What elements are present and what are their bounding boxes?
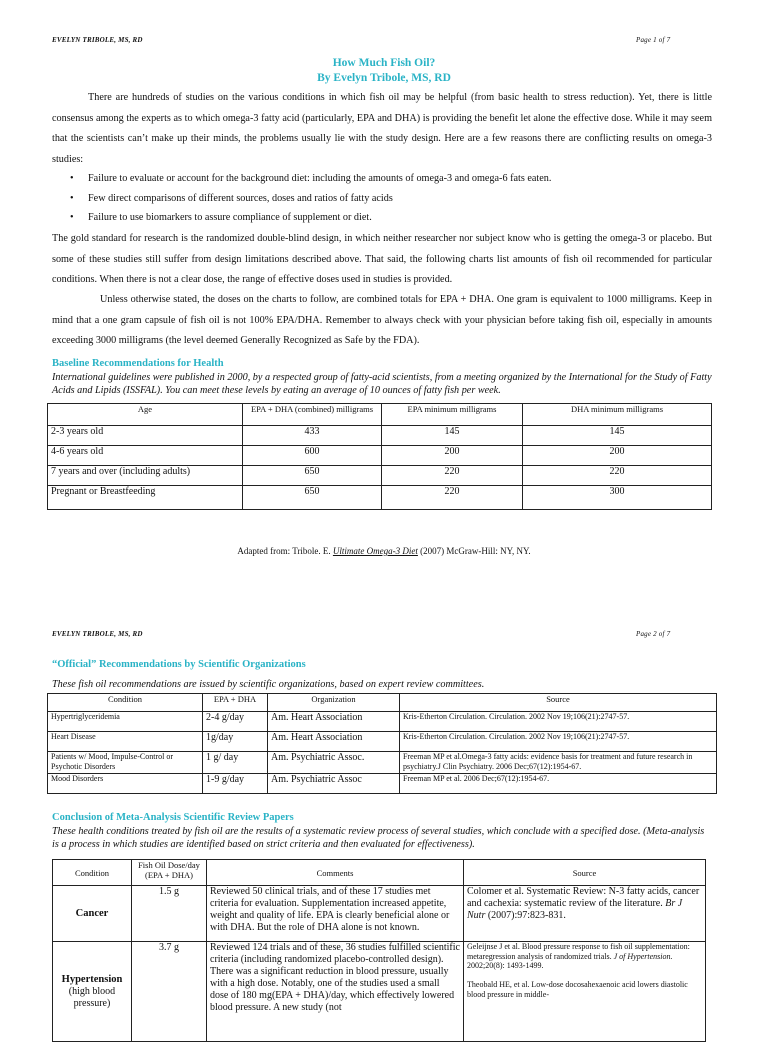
table-cell: Pregnant or Breastfeeding — [48, 486, 243, 510]
table-cell: 1-9 g/day — [203, 774, 268, 794]
list-item: • Failure to use biomarkers to assure compliance of supplement or diet. — [70, 208, 710, 228]
table-row — [48, 774, 717, 794]
adapted-from-citation — [0, 546, 768, 556]
column-header: EPA + DHA — [203, 694, 268, 712]
table-cell: 1 g/ day — [203, 752, 268, 774]
list-item: • Few direct comparisons of different sources, doses and ratios of fatty acids — [70, 189, 710, 209]
official-heading: “Official” Recommendations by Scientific Organizations — [52, 659, 306, 670]
table-row — [48, 732, 717, 752]
table-cell: Mood Disorders — [48, 774, 203, 794]
table-cell: Am. Psychiatric Assoc. — [268, 752, 400, 774]
source-text: Geleijnse J et al. Blood pressure response to fish oil supplementation: metaregression analysis of randomized trials. — [467, 942, 690, 961]
table-cell: Reviewed 50 clinical trials, and of these 17 studies met criteria for evaluation. Supplementation increased appetite, weight and quality of life. EPA is clearly beneficial alone or with DHA. But the role of DHA alone is not known. — [207, 886, 464, 942]
table-cell — [464, 886, 706, 942]
gold-standard-paragraph: The gold standard for research is the randomized double-blind design, in which neither researcher nor subject know who is getting the omega-3 or placebo. But some of these studies still suffer from design limitations described above. That said, the following charts list amounts of fish oil recommended for particular conditions. When there is not a clear dose, the range of effective doses used in studies is provided. — [52, 233, 712, 285]
table-cell: 600 — [243, 446, 382, 466]
baseline-table — [47, 403, 712, 510]
table-cell: 220 — [382, 466, 523, 486]
column-header: Condition — [48, 694, 203, 712]
citation-suffix: (2007) McGraw-Hill: NY, NY. — [420, 546, 531, 556]
table-cell: 433 — [243, 426, 382, 446]
column-header: Condition — [53, 860, 132, 886]
column-header: Comments — [207, 860, 464, 886]
source-journal: Br J Nutr — [467, 898, 683, 921]
table-cell: Kris-Etherton Circulation. Circulation. 2002 Nov 19;106(21):2747-57. — [400, 712, 717, 732]
table-cell: 650 — [243, 486, 382, 510]
table-cell: Am. Heart Association — [268, 732, 400, 752]
table-cell: 4-6 years old — [48, 446, 243, 466]
table-cell: Heart Disease — [48, 732, 203, 752]
condition-subtitle: (high blood pressure) — [68, 985, 116, 1009]
table-cell: 200 — [382, 446, 523, 466]
column-header: Source — [464, 860, 706, 886]
source-journal: J of Hypertension. — [613, 951, 673, 961]
source-tail: 2002;20(8): 1493-1499. — [467, 961, 544, 970]
citation-book-title: Ultimate Omega-3 Diet — [332, 546, 418, 556]
table-cell: 1g/day — [203, 732, 268, 752]
table-cell: Kris-Etherton Circulation. Circulation. 2002 Nov 19;106(21):2747-57. — [400, 732, 717, 752]
table-cell: 145 — [523, 426, 712, 446]
table-cell: 145 — [382, 426, 523, 446]
column-header: Organization — [268, 694, 400, 712]
table-row — [48, 486, 712, 510]
doses-note-paragraph: Unless otherwise stated, the doses on the charts to follow, are combined totals for EPA + DHA. One gram is equivalent to 1000 milligrams. Keep in mind that a one gram capsule of fish oil is not 100% EPA/DHA. Remember to always check with your physician before taking fish oil, especially in amounts exceeding 3000 milligrams (the level deemed Generally Recognized as Safe by the FDA). — [52, 294, 712, 346]
table-cell: Cancer — [53, 886, 132, 942]
table-cell: Patients w/ Mood, Impulse-Control or Psychotic Disorders — [48, 752, 203, 774]
table-cell: 3.7 g — [132, 942, 207, 1042]
table-cell: Am. Psychiatric Assoc — [268, 774, 400, 794]
table-cell: Freeman MP et al. 2006 Dec;67(12):1954-67. — [400, 774, 717, 794]
table-cell: 2-4 g/day — [203, 712, 268, 732]
page-number: Page 1 of 7 — [636, 36, 671, 44]
table-cell: Am. Heart Association — [268, 712, 400, 732]
table-cell: 7 years and over (including adults) — [48, 466, 243, 486]
column-header: Source — [400, 694, 717, 712]
column-header: EPA + DHA (combined) milligrams — [243, 404, 382, 426]
table-cell: 300 — [523, 486, 712, 510]
document-title: How Much Fish Oil? — [332, 57, 436, 69]
table-cell — [464, 942, 706, 1042]
document-byline: By Evelyn Tribole, MS, RD — [317, 72, 451, 84]
page-number: Page 2 of 7 — [636, 630, 671, 638]
column-header: EPA minimum milligrams — [382, 404, 523, 426]
table-row — [48, 466, 712, 486]
table-cell: 220 — [523, 466, 712, 486]
meta-analysis-table — [52, 859, 706, 1042]
table-cell: Hypertriglyceridemia — [48, 712, 203, 732]
table-row — [48, 426, 712, 446]
intro-paragraph: There are hundreds of studies on the various conditions in which fish oil may be helpful (from basic health to stress reduction). Yet, there is little consensus among the experts as to which omega-3 fatty acid (particularly, EPA and DHA) is providing the benefit let alone the effective dose. While it may seem that the scientists can’t make up their minds, the problems usually lie with the study design. Here are a few reasons there are conflicting results on omega-3 studies: — [52, 92, 712, 165]
table-cell: 2-3 years old — [48, 426, 243, 446]
meta-analysis-description: These health conditions treated by fish oil are the results of a systematic review process of several studies, which conclude with a specified dose. (Meta-analysis is a process in which studies are identified based on strict criteria and then evaluated for effectiveness). — [52, 826, 705, 850]
table-row — [48, 712, 717, 732]
condition-name: Hypertension — [61, 973, 123, 985]
meta-analysis-heading: Conclusion of Meta-Analysis Scientific Review Papers — [52, 812, 294, 823]
table-cell — [53, 942, 132, 1042]
table-row — [48, 446, 712, 466]
source-tail: (2007):97:823-831. — [487, 910, 566, 921]
running-header-author: EVELYN TRIBOLE, MS, RD — [52, 630, 143, 638]
table-row — [53, 886, 706, 942]
reasons-list — [70, 169, 710, 228]
official-description: These fish oil recommendations are issued by scientific organizations, based on expert review committees. — [52, 679, 485, 690]
source-text: Colomer et al. Systematic Review: N-3 fatty acids, cancer and cachexia: systematic review of the literature. — [467, 886, 700, 909]
baseline-description: International guidelines were published in 2000, by a respected group of fatty-acid scientists, from a meeting organized by the International for the Study of Fatty Acids and Lipids (ISSFAL). You can meet these levels by eating an average of 10 ounces of fatty fish per week. — [52, 372, 712, 396]
table-cell: Reviewed 124 trials and of these, 36 studies fulfilled scientific criteria (including randomized placebo-controlled design). There was a significant reduction in blood pressure, usually with a high dose. Notably, one of the studies used a small dose of 180 mg(EPA + DHA)/day, which effectively lowered blood pressure. A new study (not — [207, 942, 464, 1042]
official-table — [47, 693, 717, 794]
citation-prefix: Adapted from: Tribole. E. — [237, 546, 331, 556]
table-cell: 220 — [382, 486, 523, 510]
running-header-author: EVELYN TRIBOLE, MS, RD — [52, 36, 143, 44]
table-row — [53, 942, 706, 1042]
table-cell: 650 — [243, 466, 382, 486]
table-cell: Freeman MP et al.Omega-3 fatty acids: evidence basis for treatment and future research in psychiatry.J Clin Psychiatry. 2006 Dec;67(12):1954-67. — [400, 752, 717, 774]
column-header: DHA minimum milligrams — [523, 404, 712, 426]
table-cell: 1.5 g — [132, 886, 207, 942]
baseline-heading: Baseline Recommendations for Health — [52, 358, 224, 369]
table-cell: 200 — [523, 446, 712, 466]
source-text-second: Theobald HE, et al. Low-dose docosahexaenoic acid lowers diastolic blood pressure in middle- — [467, 980, 688, 999]
list-item: • Failure to evaluate or account for the background diet: including the amounts of omega-3 and omega-6 fats eaten. — [70, 169, 710, 189]
column-header: Age — [48, 404, 243, 426]
column-header: Fish Oil Dose/day (EPA + DHA) — [132, 860, 207, 886]
table-row — [48, 752, 717, 774]
